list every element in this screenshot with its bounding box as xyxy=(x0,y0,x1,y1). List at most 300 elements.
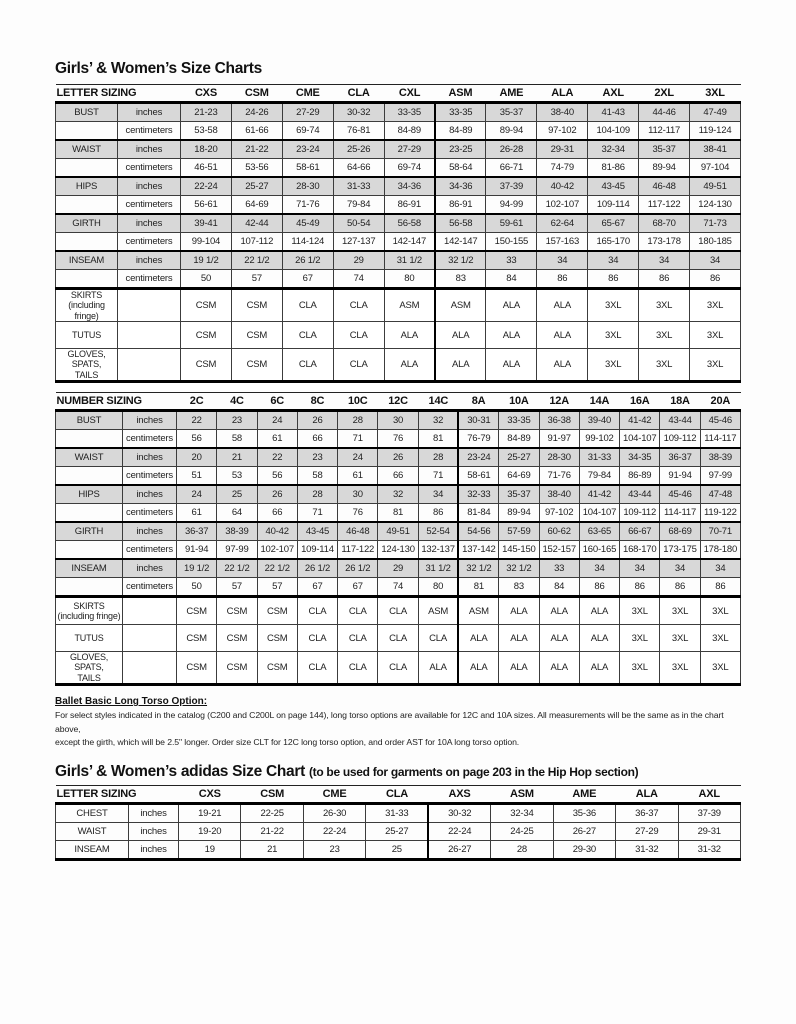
table-cell: 41-43 xyxy=(588,103,639,122)
table-cell: 34-35 xyxy=(620,448,660,467)
adidas-title-text: Girls’ & Women’s adidas Size Chart xyxy=(55,762,305,780)
table-cell: 25-27 xyxy=(366,822,428,840)
table-cell: 89-94 xyxy=(639,159,690,178)
table-cell: 57-59 xyxy=(499,522,539,541)
table-cell: CLA xyxy=(282,322,333,349)
table-cell: 41-42 xyxy=(620,411,660,430)
table-cell: 91-97 xyxy=(539,430,579,449)
table-header-label: LETTER SIZING xyxy=(56,85,181,103)
column-header-6c: 6C xyxy=(257,393,297,411)
table-cell: 26-27 xyxy=(553,822,615,840)
table-cell: 3XL xyxy=(660,597,700,625)
table-cell: 79-84 xyxy=(579,467,619,486)
row-label: SKIRTS (including fringe) xyxy=(56,597,123,625)
adidas-chart-title xyxy=(55,763,741,781)
table-cell: 50 xyxy=(181,270,232,289)
row-label: INSEAM xyxy=(56,840,129,859)
table-cell: 18-20 xyxy=(181,140,232,159)
table-cell: 35-36 xyxy=(553,803,615,822)
table-cell: 46-51 xyxy=(181,159,232,178)
table-cell: 117-122 xyxy=(639,196,690,215)
row-label xyxy=(56,541,123,560)
column-header-14a: 14A xyxy=(579,393,619,411)
row-unit: centimeters xyxy=(123,541,177,560)
table-cell: 24 xyxy=(177,485,217,504)
table-cell: CLA xyxy=(282,349,333,382)
row-unit: inches xyxy=(118,140,181,159)
table-cell: CLA xyxy=(333,349,384,382)
column-header-ala: ALA xyxy=(616,785,678,803)
table-cell: 34-36 xyxy=(435,177,486,196)
table-cell: 81 xyxy=(458,578,498,597)
table-cell: 30 xyxy=(338,485,378,504)
table-cell: ALA xyxy=(499,597,539,625)
table-cell: CLA xyxy=(297,652,337,685)
table-cell: 114-124 xyxy=(282,233,333,252)
column-header-cme: CME xyxy=(282,85,333,103)
table-cell: 70-71 xyxy=(700,522,740,541)
size-chart-table xyxy=(55,392,741,686)
table-cell: 31-32 xyxy=(616,840,678,859)
table-cell: 83 xyxy=(499,578,539,597)
table-cell: 33 xyxy=(539,559,579,578)
table-cell: CSM xyxy=(257,597,297,625)
table-cell: 67 xyxy=(297,578,337,597)
table-cell: 40-42 xyxy=(537,177,588,196)
table-cell: 38-41 xyxy=(690,140,741,159)
table-cell: 34-36 xyxy=(384,177,435,196)
table-cell: 74-79 xyxy=(537,159,588,178)
table-cell: 124-130 xyxy=(378,541,418,560)
table-cell: 83 xyxy=(435,270,486,289)
row-label: SKIRTS (including fringe) xyxy=(56,289,118,322)
row-label xyxy=(56,122,118,141)
row-label xyxy=(56,270,118,289)
table-cell: CLA xyxy=(297,597,337,625)
table-cell: 22-24 xyxy=(181,177,232,196)
table-cell: 19 xyxy=(179,840,241,859)
table-cell: 40-42 xyxy=(257,522,297,541)
column-header-axl: AXL xyxy=(588,85,639,103)
row-label: GLOVES, SPATS, TAILS xyxy=(56,349,118,382)
column-header-axl: AXL xyxy=(678,785,741,803)
table-cell: 43-45 xyxy=(588,177,639,196)
table-cell: 28 xyxy=(297,485,337,504)
table-cell: 21 xyxy=(241,840,303,859)
row-unit: inches xyxy=(118,214,181,233)
table-cell: 22 1/2 xyxy=(231,251,282,270)
table-cell: 36-37 xyxy=(616,803,678,822)
table-cell: 49-51 xyxy=(690,177,741,196)
row-unit: inches xyxy=(118,103,181,122)
table-cell: 28-30 xyxy=(282,177,333,196)
table-cell: 25-26 xyxy=(333,140,384,159)
table-cell: 19 1/2 xyxy=(177,559,217,578)
table-cell: 81 xyxy=(418,430,458,449)
table-cell: CSM xyxy=(257,625,297,652)
table-cell: 23-24 xyxy=(282,140,333,159)
table-cell: 86 xyxy=(588,270,639,289)
table-cell: 86 xyxy=(690,270,741,289)
table-cell: 37-39 xyxy=(486,177,537,196)
ballet-note-line2: except the girth, which will be 2.5" longer. Order size CLT for 12C long torso option, and order AST for 10A long torso option. xyxy=(55,737,520,748)
table-cell: 112-117 xyxy=(639,122,690,141)
table-cell: 3XL xyxy=(588,322,639,349)
row-label: INSEAM xyxy=(56,559,123,578)
table-cell: 114-117 xyxy=(660,504,700,523)
table-cell: 30-32 xyxy=(333,103,384,122)
table-cell: 97-102 xyxy=(539,504,579,523)
table-cell: ASM xyxy=(418,597,458,625)
table-cell: 97-99 xyxy=(217,541,257,560)
table-cell: 38-39 xyxy=(700,448,740,467)
row-unit xyxy=(123,597,177,625)
table-cell: 30 xyxy=(378,411,418,430)
table-cell: ALA xyxy=(537,349,588,382)
row-label xyxy=(56,578,123,597)
table-cell: ALA xyxy=(539,652,579,685)
table-cell: 56-58 xyxy=(384,214,435,233)
table-cell: 66 xyxy=(297,430,337,449)
table-cell: 34 xyxy=(588,251,639,270)
table-cell: 178-180 xyxy=(700,541,740,560)
table-cell: 22-24 xyxy=(303,822,365,840)
table-cell: 35-37 xyxy=(639,140,690,159)
table-cell: 71-76 xyxy=(282,196,333,215)
row-unit xyxy=(118,322,181,349)
table-cell: 53 xyxy=(217,467,257,486)
table-cell: 3XL xyxy=(660,625,700,652)
table-cell: 3XL xyxy=(620,652,660,685)
table-cell: 32-33 xyxy=(458,485,498,504)
table-cell: 34 xyxy=(537,251,588,270)
table-cell: 23-25 xyxy=(435,140,486,159)
table-cell: 24-25 xyxy=(491,822,553,840)
row-unit: centimeters xyxy=(118,270,181,289)
row-label: WAIST xyxy=(56,448,123,467)
table-cell: 38-40 xyxy=(537,103,588,122)
ballet-note-heading: Ballet Basic Long Torso Option: xyxy=(55,696,208,708)
column-header-ame: AME xyxy=(486,85,537,103)
table-cell: CSM xyxy=(257,652,297,685)
table-cell: 152-157 xyxy=(539,541,579,560)
table-cell: 3XL xyxy=(700,625,740,652)
table-cell: 61-66 xyxy=(231,122,282,141)
table-cell: 32 1/2 xyxy=(499,559,539,578)
table-cell: 81-86 xyxy=(588,159,639,178)
table-cell: 3XL xyxy=(690,289,741,322)
table-cell: 114-117 xyxy=(700,430,740,449)
table-cell: 26-28 xyxy=(486,140,537,159)
column-header-asm: ASM xyxy=(491,785,553,803)
column-header-ala: ALA xyxy=(537,85,588,103)
table-cell: 3XL xyxy=(660,652,700,685)
table-cell: 173-178 xyxy=(639,233,690,252)
row-unit: centimeters xyxy=(123,578,177,597)
table-cell: 84-89 xyxy=(435,122,486,141)
row-label: CHEST xyxy=(56,803,129,822)
table-cell: 58-61 xyxy=(458,467,498,486)
table-cell: ALA xyxy=(435,322,486,349)
table-cell: 69-74 xyxy=(384,159,435,178)
table-cell: 32 1/2 xyxy=(435,251,486,270)
table-cell: 27-29 xyxy=(616,822,678,840)
row-label: TUTUS xyxy=(56,625,123,652)
table-cell: 64 xyxy=(217,504,257,523)
row-label: GLOVES, SPATS, TAILS xyxy=(56,652,123,685)
table-cell: 43-44 xyxy=(660,411,700,430)
table-cell: 102-107 xyxy=(257,541,297,560)
column-header-axs: AXS xyxy=(428,785,490,803)
table-cell: 46-48 xyxy=(639,177,690,196)
table-cell: CLA xyxy=(418,625,458,652)
table-cell: 86 xyxy=(660,578,700,597)
column-header-cla: CLA xyxy=(366,785,428,803)
table-cell: 109-112 xyxy=(620,504,660,523)
table-cell: ALA xyxy=(458,625,498,652)
table-cell: CLA xyxy=(333,322,384,349)
table-cell: 35-37 xyxy=(486,103,537,122)
table-cell: 36-37 xyxy=(177,522,217,541)
table-cell: 137-142 xyxy=(458,541,498,560)
table-cell: ALA xyxy=(539,597,579,625)
letter-sizing-table xyxy=(55,84,741,383)
table-cell: CLA xyxy=(338,652,378,685)
table-cell: 28 xyxy=(491,840,553,859)
table-cell: 31 1/2 xyxy=(384,251,435,270)
table-cell: 124-130 xyxy=(690,196,741,215)
table-cell: 64-69 xyxy=(231,196,282,215)
table-header-label: LETTER SIZING xyxy=(56,785,179,803)
table-cell: 46-48 xyxy=(338,522,378,541)
size-chart-table xyxy=(55,785,741,861)
row-label: TUTUS xyxy=(56,322,118,349)
table-cell: 38-39 xyxy=(217,522,257,541)
table-cell: 58-64 xyxy=(435,159,486,178)
table-cell: 32-34 xyxy=(491,803,553,822)
ballet-note-line1: For select styles indicated in the catalog (C200 and C200L on page 144), long torso options are available for 12C and 10A sizes. All measurements will be the same as in the chart above, xyxy=(55,710,724,734)
table-cell: 97-102 xyxy=(537,122,588,141)
table-cell: 3XL xyxy=(620,597,660,625)
table-cell: 71 xyxy=(338,430,378,449)
ballet-note-body xyxy=(55,709,741,749)
row-unit: centimeters xyxy=(118,159,181,178)
table-cell: 119-122 xyxy=(700,504,740,523)
table-cell: 89-94 xyxy=(499,504,539,523)
table-cell: 57 xyxy=(217,578,257,597)
table-cell: CLA xyxy=(333,289,384,322)
row-label: WAIST xyxy=(56,822,129,840)
table-cell: CSM xyxy=(177,597,217,625)
table-cell: 29-31 xyxy=(537,140,588,159)
table-cell: 52-54 xyxy=(418,522,458,541)
table-cell: 104-107 xyxy=(579,504,619,523)
table-cell: 180-185 xyxy=(690,233,741,252)
table-cell: ALA xyxy=(435,349,486,382)
table-cell: 39-40 xyxy=(579,411,619,430)
table-cell: 65-67 xyxy=(588,214,639,233)
page-title: Girls’ & Women’s Size Charts xyxy=(55,60,262,77)
table-cell: 84-89 xyxy=(384,122,435,141)
table-header-label: NUMBER SIZING xyxy=(56,393,177,411)
table-cell: ALA xyxy=(486,322,537,349)
table-cell: 21-22 xyxy=(231,140,282,159)
table-cell: ASM xyxy=(384,289,435,322)
row-unit: inches xyxy=(123,448,177,467)
table-cell: 34 xyxy=(700,559,740,578)
column-header-cxl: CXL xyxy=(384,85,435,103)
table-cell: 3XL xyxy=(639,322,690,349)
table-cell: 63-65 xyxy=(579,522,619,541)
table-cell: 142-147 xyxy=(435,233,486,252)
column-header-3xl: 3XL xyxy=(690,85,741,103)
table-cell: 31-32 xyxy=(678,840,741,859)
table-cell: ALA xyxy=(418,652,458,685)
table-cell: 58 xyxy=(297,467,337,486)
table-cell: 26 xyxy=(378,448,418,467)
table-cell: CSM xyxy=(217,652,257,685)
table-cell: 27-29 xyxy=(282,103,333,122)
table-cell: ALA xyxy=(579,625,619,652)
column-header-20a: 20A xyxy=(700,393,740,411)
table-cell: 66 xyxy=(378,467,418,486)
table-cell: 66 xyxy=(257,504,297,523)
table-cell: CSM xyxy=(181,322,232,349)
column-header-csm: CSM xyxy=(241,785,303,803)
column-header-2xl: 2XL xyxy=(639,85,690,103)
table-cell: 21 xyxy=(217,448,257,467)
table-cell: 33-35 xyxy=(384,103,435,122)
row-unit: centimeters xyxy=(123,430,177,449)
table-cell: 26-30 xyxy=(303,803,365,822)
table-cell: 26 xyxy=(297,411,337,430)
table-cell: 53-58 xyxy=(181,122,232,141)
table-cell: 109-114 xyxy=(297,541,337,560)
table-cell: 61 xyxy=(338,467,378,486)
table-cell: 28 xyxy=(418,448,458,467)
table-cell: ALA xyxy=(384,322,435,349)
table-cell: 119-124 xyxy=(690,122,741,141)
table-cell: ALA xyxy=(539,625,579,652)
table-cell: 34 xyxy=(620,559,660,578)
table-cell: CSM xyxy=(181,289,232,322)
table-cell: CSM xyxy=(231,289,282,322)
table-cell: 74 xyxy=(333,270,384,289)
table-cell: CSM xyxy=(181,349,232,382)
table-cell: 104-109 xyxy=(588,122,639,141)
table-cell: 47-48 xyxy=(700,485,740,504)
table-cell: 68-70 xyxy=(639,214,690,233)
table-cell: 45-46 xyxy=(700,411,740,430)
table-cell: ALA xyxy=(384,349,435,382)
table-cell: 97-99 xyxy=(700,467,740,486)
table-cell: 24 xyxy=(338,448,378,467)
table-cell: 36-38 xyxy=(539,411,579,430)
table-cell: 56-58 xyxy=(435,214,486,233)
table-cell: 61 xyxy=(177,504,217,523)
table-cell: 41-42 xyxy=(579,485,619,504)
table-cell: 142-147 xyxy=(384,233,435,252)
table-cell: ALA xyxy=(486,289,537,322)
table-cell: CLA xyxy=(338,597,378,625)
table-cell: 81 xyxy=(378,504,418,523)
table-cell: 31 1/2 xyxy=(418,559,458,578)
table-cell: 56 xyxy=(177,430,217,449)
table-cell: 86 xyxy=(418,504,458,523)
table-cell: 109-114 xyxy=(588,196,639,215)
column-header-cla: CLA xyxy=(333,85,384,103)
column-header-12a: 12A xyxy=(539,393,579,411)
table-cell: 31-33 xyxy=(366,803,428,822)
table-cell: 160-165 xyxy=(579,541,619,560)
table-cell: 50-54 xyxy=(333,214,384,233)
size-chart-table xyxy=(55,84,741,383)
table-cell: 3XL xyxy=(639,289,690,322)
table-cell: 28 xyxy=(338,411,378,430)
row-unit: centimeters xyxy=(118,122,181,141)
table-cell: 22 xyxy=(257,448,297,467)
table-cell: 76-79 xyxy=(458,430,498,449)
row-unit: inches xyxy=(129,803,179,822)
column-header-8c: 8C xyxy=(297,393,337,411)
column-header-4c: 4C xyxy=(217,393,257,411)
table-cell: 25 xyxy=(366,840,428,859)
table-cell: ALA xyxy=(537,322,588,349)
table-cell: 74 xyxy=(378,578,418,597)
table-cell: 25 xyxy=(217,485,257,504)
table-cell: 23-24 xyxy=(458,448,498,467)
column-header-10c: 10C xyxy=(338,393,378,411)
table-cell: 33-35 xyxy=(435,103,486,122)
row-unit: inches xyxy=(129,822,179,840)
table-cell: 33-35 xyxy=(499,411,539,430)
table-cell: 51 xyxy=(177,467,217,486)
table-cell: 86-91 xyxy=(384,196,435,215)
row-label: INSEAM xyxy=(56,251,118,270)
table-cell: 150-155 xyxy=(486,233,537,252)
table-cell: 71 xyxy=(418,467,458,486)
table-cell: 19-21 xyxy=(179,803,241,822)
table-cell: 3XL xyxy=(620,625,660,652)
table-cell: 31-33 xyxy=(333,177,384,196)
table-cell: 64-66 xyxy=(333,159,384,178)
table-cell: 35-37 xyxy=(499,485,539,504)
table-cell: 61 xyxy=(257,430,297,449)
table-cell: ALA xyxy=(537,289,588,322)
column-header-16a: 16A xyxy=(620,393,660,411)
table-cell: 22 xyxy=(177,411,217,430)
table-cell: 34 xyxy=(418,485,458,504)
table-cell: ALA xyxy=(499,652,539,685)
table-cell: 26 xyxy=(257,485,297,504)
row-unit: centimeters xyxy=(118,233,181,252)
table-cell: 56-61 xyxy=(181,196,232,215)
table-cell: CLA xyxy=(297,625,337,652)
table-cell: 23 xyxy=(303,840,365,859)
table-cell: 30-31 xyxy=(458,411,498,430)
adidas-size-table xyxy=(55,785,741,861)
table-cell: 157-163 xyxy=(537,233,588,252)
table-cell: 67 xyxy=(338,578,378,597)
table-cell: 69-74 xyxy=(282,122,333,141)
table-cell: 19 1/2 xyxy=(181,251,232,270)
table-cell: 22-24 xyxy=(428,822,490,840)
table-cell: 3XL xyxy=(588,349,639,382)
table-cell: CSM xyxy=(177,625,217,652)
table-cell: 91-94 xyxy=(660,467,700,486)
table-cell: 27-29 xyxy=(384,140,435,159)
table-cell: 84-89 xyxy=(499,430,539,449)
